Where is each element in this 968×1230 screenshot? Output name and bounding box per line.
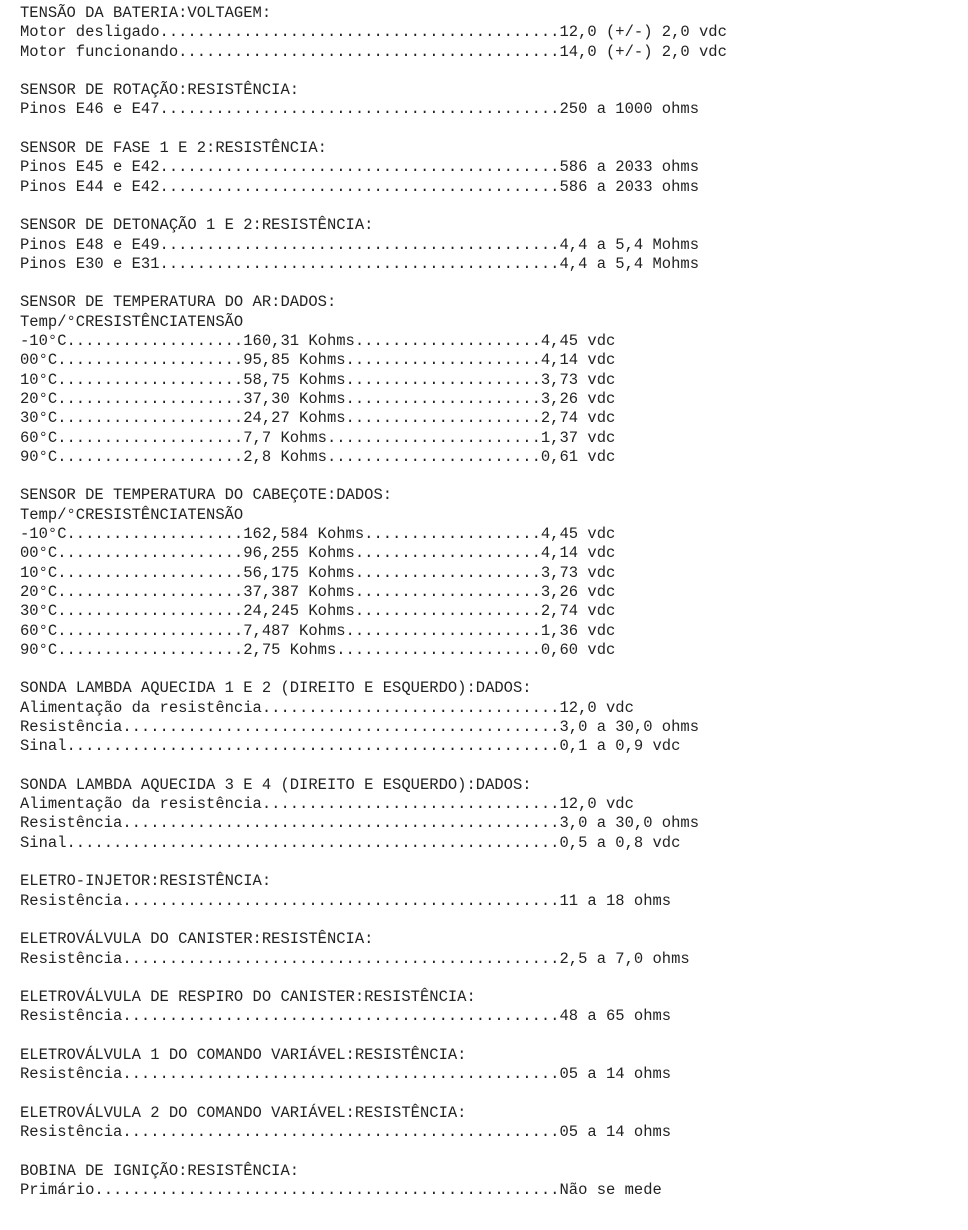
section-heading: SENSOR DE FASE 1 E 2:RESISTÊNCIA: <box>20 139 327 158</box>
spec-line: Sinal.....................................................0,5 a 0,8 vdc <box>20 833 681 852</box>
spec-line: Sinal.....................................................0,1 a 0,9 vdc <box>20 737 681 756</box>
spec-section <box>20 1046 968 1085</box>
spec-line: 90°C....................2,8 Kohms.......................0,61 vdc <box>20 447 616 466</box>
section-heading: SENSOR DE ROTAÇÃO:RESISTÊNCIA: <box>20 81 300 100</box>
spec-section <box>20 1104 968 1143</box>
spec-line: -10°C...................162,584 Kohms...................4,45 vdc <box>20 525 616 544</box>
spec-section <box>20 4 968 62</box>
section-heading: TENSÃO DA BATERIA:VOLTAGEM: <box>20 4 272 22</box>
spec-line: Resistência...............................................05 a 14 ohms <box>20 1065 672 1084</box>
section-heading: ELETROVÁLVULA 2 DO COMANDO VARIÁVEL:RESISTÊNCIA: <box>20 1103 467 1122</box>
spec-line: 60°C....................7,487 Kohms.....................1,36 vdc <box>20 621 616 640</box>
section-heading: ELETRO-INJETOR:RESISTÊNCIA: <box>20 872 272 891</box>
section-heading: ELETROVÁLVULA DE RESPIRO DO CANISTER:RESISTÊNCIA: <box>20 988 476 1007</box>
spec-line: Motor desligado...........................................12,0 (+/-) 2,0 vdc <box>20 23 727 42</box>
spec-line: 00°C....................96,255 Kohms....................4,14 vdc <box>20 544 616 563</box>
spec-section <box>20 872 968 911</box>
section-heading: ELETROVÁLVULA 1 DO COMANDO VARIÁVEL:RESISTÊNCIA: <box>20 1046 467 1065</box>
spec-line: 20°C....................37,387 Kohms....................3,26 vdc <box>20 582 616 601</box>
section-heading: BOBINA DE IGNIÇÃO:RESISTÊNCIA: <box>20 1161 300 1180</box>
spec-section <box>20 139 968 197</box>
spec-section <box>20 293 968 467</box>
section-heading: ELETROVÁLVULA DO CANISTER:RESISTÊNCIA: <box>20 930 374 949</box>
spec-line: Pinos E48 e E49...........................................4,4 a 5,4 Mohms <box>20 235 700 254</box>
spec-line: 10°C....................58,75 Kohms.....................3,73 vdc <box>20 370 616 389</box>
spec-line: Pinos E45 e E42...........................................586 a 2033 ohms <box>20 158 700 177</box>
spec-section <box>20 776 968 853</box>
spec-line: Primário..................................................Não se mede <box>20 1181 662 1200</box>
spec-line: Resistência...............................................3,0 a 30,0 ohms <box>20 717 700 736</box>
spec-line: Resistência...............................................3,0 a 30,0 ohms <box>20 814 700 833</box>
spec-section <box>20 1162 968 1201</box>
spec-line: Pinos E30 e E31...........................................4,4 a 5,4 Mohms <box>20 254 700 273</box>
spec-line: 30°C....................24,27 Kohms.....................2,74 vdc <box>20 409 616 428</box>
spec-section <box>20 486 968 660</box>
spec-line: Alimentação da resistência................................12,0 vdc <box>20 698 634 717</box>
spec-line: Pinos E44 e E42...........................................586 a 2033 ohms <box>20 177 700 196</box>
spec-line: Pinos E46 e E47...........................................250 a 1000 ohms <box>20 100 700 119</box>
spec-line: Motor funcionando.........................................14,0 (+/-) 2,0 vdc <box>20 42 727 61</box>
section-heading: SENSOR DE DETONAÇÃO 1 E 2:RESISTÊNCIA: <box>20 216 374 235</box>
spec-line: -10°C...................160,31 Kohms....................4,45 vdc <box>20 332 616 351</box>
spec-line: Temp/°CRESISTÊNCIATENSÃO <box>20 505 244 524</box>
spec-section <box>20 988 968 1027</box>
section-heading: SENSOR DE TEMPERATURA DO AR:DADOS: <box>20 293 337 312</box>
spec-line: 10°C....................56,175 Kohms....................3,73 vdc <box>20 563 616 582</box>
spec-line: 90°C....................2,75 Kohms......................0,60 vdc <box>20 640 616 659</box>
section-heading: SENSOR DE TEMPERATURA DO CABEÇOTE:DADOS: <box>20 486 393 505</box>
spec-section <box>20 81 968 120</box>
spec-line: 00°C....................95,85 Kohms.....................4,14 vdc <box>20 351 616 370</box>
section-heading: SONDA LAMBDA AQUECIDA 1 E 2 (DIREITO E ESQUERDO):DADOS: <box>20 679 532 698</box>
spec-line: 30°C....................24,245 Kohms....................2,74 vdc <box>20 602 616 621</box>
spec-line: 60°C....................7,7 Kohms.......................1,37 vdc <box>20 428 616 447</box>
spec-section <box>20 930 968 969</box>
spec-section <box>20 679 968 756</box>
spec-section <box>20 216 968 274</box>
spec-line: Resistência...............................................48 a 65 ohms <box>20 1007 672 1026</box>
spec-line: Resistência...............................................11 a 18 ohms <box>20 891 672 910</box>
spec-line: 20°C....................37,30 Kohms.....................3,26 vdc <box>20 389 616 408</box>
spec-line: Resistência...............................................05 a 14 ohms <box>20 1123 672 1142</box>
section-heading: SONDA LAMBDA AQUECIDA 3 E 4 (DIREITO E ESQUERDO):DADOS: <box>20 775 532 794</box>
spec-line: Resistência...............................................2,5 a 7,0 ohms <box>20 949 690 968</box>
spec-line: Alimentação da resistência................................12,0 vdc <box>20 795 634 814</box>
spec-line: Temp/°CRESISTÊNCIATENSÃO <box>20 312 244 331</box>
